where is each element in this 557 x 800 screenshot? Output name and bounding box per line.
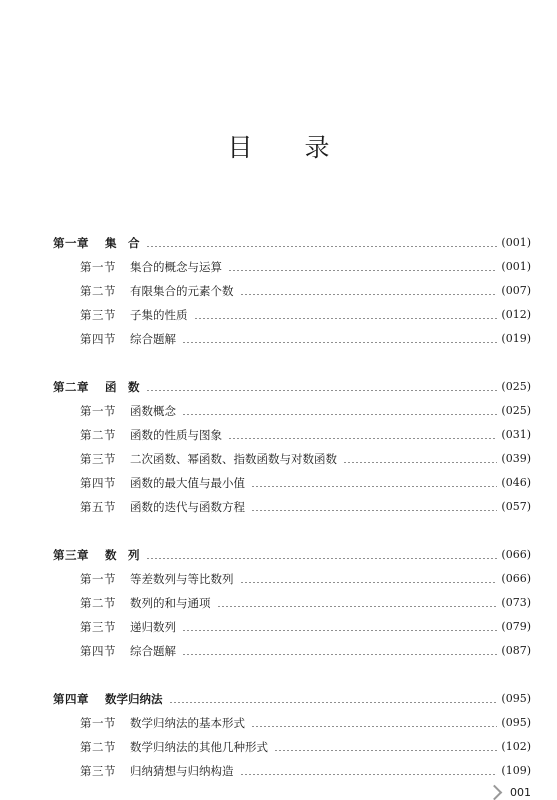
toc-section-row — [0, 258, 557, 276]
toc-leader-dots — [251, 498, 497, 516]
toc-entry-title: 数 列 — [105, 548, 140, 562]
toc-entry-page: (046) — [501, 476, 531, 489]
toc-leader-dots — [228, 258, 497, 276]
toc-leader-dots — [240, 762, 498, 780]
toc-chapter-row — [0, 546, 557, 564]
toc-entry-number: 第三节 — [80, 308, 116, 322]
toc-entry-page: (109) — [501, 764, 531, 777]
page-footer — [489, 786, 531, 799]
toc-entry-title: 函数的最大值与最小值 — [130, 476, 245, 490]
toc-leader-dots — [274, 738, 497, 756]
toc-leader-dots — [217, 594, 498, 612]
toc-entry-number: 第二节 — [80, 284, 116, 298]
toc-entry-number: 第三章 — [53, 548, 89, 562]
toc-entry-number: 第三节 — [80, 620, 116, 634]
toc-entry-number: 第二节 — [80, 740, 116, 754]
toc-entry-page: (095) — [501, 692, 531, 705]
toc-entry-number: 第一节 — [80, 404, 116, 418]
toc-entry-number: 第二章 — [53, 380, 89, 394]
toc-entry-page: (039) — [501, 452, 531, 465]
toc-leader-dots — [169, 690, 498, 708]
toc-entry-page: (079) — [501, 620, 531, 633]
toc-section-row — [0, 762, 557, 780]
toc-leader-dots — [182, 618, 497, 636]
toc-entry-number: 第一节 — [80, 572, 116, 586]
toc-section-row — [0, 570, 557, 588]
toc-entry-title: 归纳猜想与归纳构造 — [130, 764, 234, 778]
toc-entry-number: 第四节 — [80, 332, 116, 346]
toc-section-row — [0, 642, 557, 660]
toc-leader-dots — [146, 378, 498, 396]
toc-entry-title: 函数的性质与图象 — [130, 428, 222, 442]
toc-entry-number: 第一节 — [80, 716, 116, 730]
toc-entry-title: 综合题解 — [130, 644, 176, 658]
toc-entry-title: 等差数列与等比数列 — [130, 572, 234, 586]
toc-entry-number: 第一节 — [80, 260, 116, 274]
toc-leader-dots — [146, 546, 498, 564]
toc-entry-title: 集 合 — [105, 236, 140, 250]
toc-leader-dots — [182, 330, 497, 348]
toc-entry-title: 综合题解 — [130, 332, 176, 346]
toc-leader-dots — [146, 234, 498, 252]
toc-leader-dots — [194, 306, 498, 324]
toc-section-row — [0, 426, 557, 444]
toc-entry-number: 第四节 — [80, 644, 116, 658]
toc-entry-page: (066) — [501, 572, 531, 585]
toc-entry-title: 函数概念 — [130, 404, 176, 418]
toc-entry-number: 第二节 — [80, 596, 116, 610]
toc-entry-page: (012) — [501, 308, 531, 321]
toc-entry-page: (066) — [501, 548, 531, 561]
toc-entry-number: 第一章 — [53, 236, 89, 250]
toc-entry-page: (057) — [501, 500, 531, 513]
toc-entry-page: (031) — [501, 428, 531, 441]
toc-entry-page: (025) — [501, 380, 531, 393]
toc-section-row — [0, 714, 557, 732]
toc-entry-page: (102) — [501, 740, 531, 753]
title-char-1: 目 — [227, 133, 253, 162]
toc-leader-dots — [182, 402, 497, 420]
toc-entry-title: 有限集合的元素个数 — [130, 284, 234, 298]
toc-entry-title: 二次函数、幂函数、指数函数与对数函数 — [130, 452, 337, 466]
toc-entry-page: (019) — [501, 332, 531, 345]
toc-entry-page: (087) — [501, 644, 531, 657]
toc-entry-number: 第二节 — [80, 428, 116, 442]
toc-entry-page: (095) — [501, 716, 531, 729]
toc-leader-dots — [182, 642, 497, 660]
toc-chapter-row — [0, 690, 557, 708]
toc-entry-page: (007) — [501, 284, 531, 297]
page-number: 001 — [510, 786, 531, 799]
toc-leader-dots — [251, 714, 497, 732]
toc-section-row — [0, 282, 557, 300]
toc-leader-dots — [343, 450, 497, 468]
toc-leader-dots — [240, 282, 498, 300]
toc-entry-title: 数列的和与通项 — [130, 596, 211, 610]
title-char-2: 录 — [304, 133, 330, 162]
toc-entry-number: 第五节 — [80, 500, 116, 514]
toc-entry-title: 数学归纳法的基本形式 — [130, 716, 245, 730]
toc-entry-number: 第四节 — [80, 476, 116, 490]
toc-entry-title: 数学归纳法的其他几种形式 — [130, 740, 268, 754]
toc-section-row — [0, 474, 557, 492]
toc-section-row — [0, 738, 557, 756]
chevron-right-icon — [487, 785, 503, 800]
toc-entry-number: 第三节 — [80, 764, 116, 778]
toc-entry-title: 函数的迭代与函数方程 — [130, 500, 245, 514]
toc-entry-title: 函 数 — [105, 380, 140, 394]
toc-entry-page: (025) — [501, 404, 531, 417]
toc-section-row — [0, 498, 557, 516]
toc-section-row — [0, 450, 557, 468]
toc-entry-title: 数学归纳法 — [105, 692, 163, 706]
page-title — [0, 128, 557, 164]
toc-entry-title: 子集的性质 — [130, 308, 188, 322]
toc-section-row — [0, 618, 557, 636]
toc-section-row — [0, 330, 557, 348]
toc-entry-page: (001) — [501, 260, 531, 273]
toc-section-row — [0, 402, 557, 420]
toc-entry-title: 集合的概念与运算 — [130, 260, 222, 274]
toc-leader-dots — [228, 426, 497, 444]
toc-section-row — [0, 594, 557, 612]
toc-entry-page: (073) — [501, 596, 531, 609]
toc-entry-title: 递归数列 — [130, 620, 176, 634]
toc-chapter-row — [0, 234, 557, 252]
toc-entry-page: (001) — [501, 236, 531, 249]
toc-entry-number: 第三节 — [80, 452, 116, 466]
toc-leader-dots — [240, 570, 498, 588]
toc-leader-dots — [251, 474, 497, 492]
toc-section-row — [0, 306, 557, 324]
toc-entry-number: 第四章 — [53, 692, 89, 706]
toc-chapter-row — [0, 378, 557, 396]
